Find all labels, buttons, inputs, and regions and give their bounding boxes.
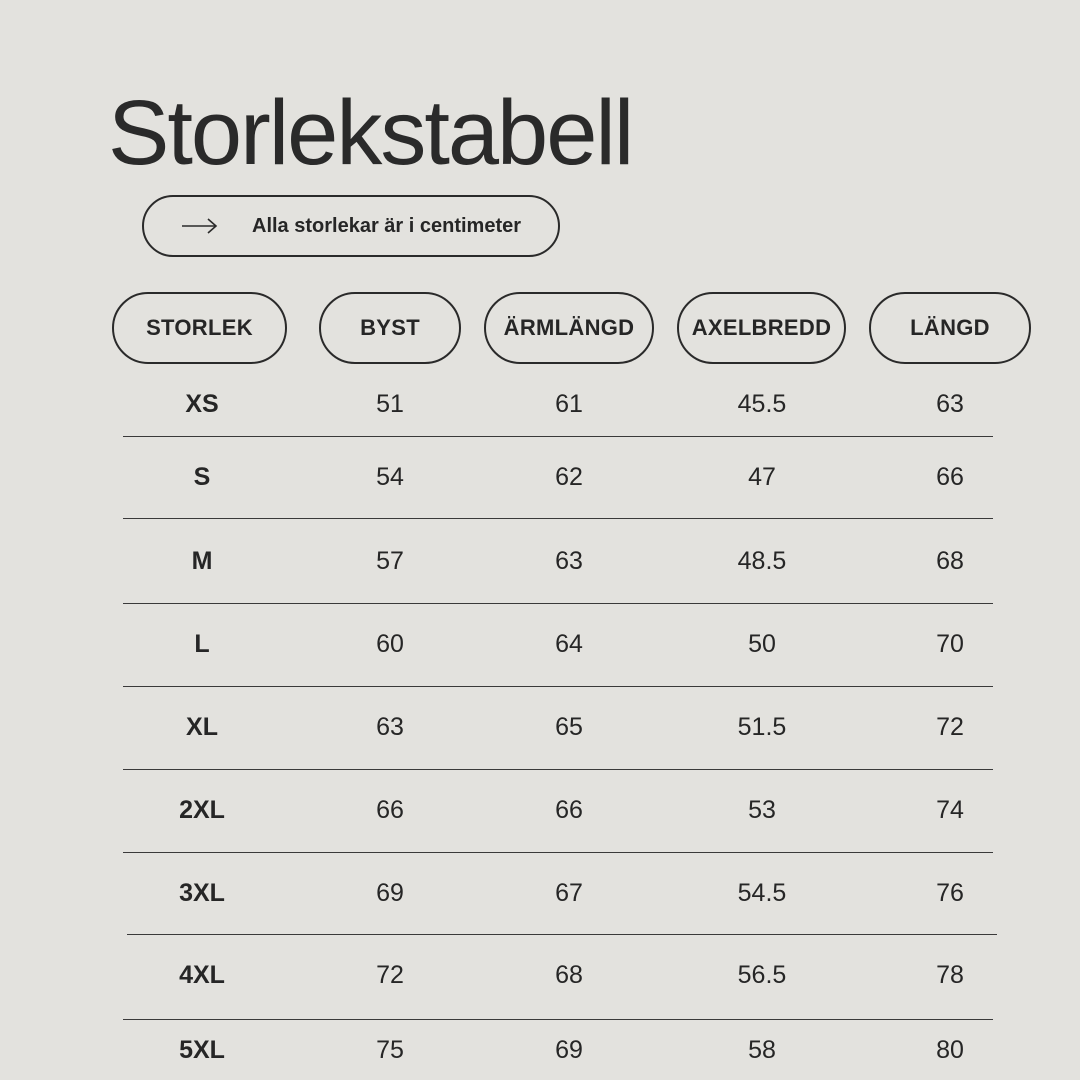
cell-sleeve-length: 64 <box>555 630 583 658</box>
cell-sleeve-length: 65 <box>555 713 583 741</box>
cell-sleeve-length: 61 <box>555 390 583 418</box>
row-divider <box>123 852 993 853</box>
cell-size: S <box>193 463 211 491</box>
cell-length: 78 <box>936 961 964 989</box>
cell-length: 68 <box>936 547 964 575</box>
row-divider <box>123 769 993 770</box>
cell-sleeve-length: 66 <box>555 796 583 824</box>
row-divider <box>123 518 993 519</box>
cell-sleeve-length: 63 <box>555 547 583 575</box>
cell-bust: 57 <box>376 547 404 575</box>
cell-bust: 66 <box>376 796 404 824</box>
cell-size: 5XL <box>179 1036 225 1064</box>
cell-length: 74 <box>936 796 964 824</box>
cell-sleeve-length: 68 <box>555 961 583 989</box>
row-divider <box>127 934 997 935</box>
cell-bust: 69 <box>376 879 404 907</box>
cell-length: 70 <box>936 630 964 658</box>
page-title: Storlekstabell <box>108 82 633 184</box>
cell-bust: 60 <box>376 630 404 658</box>
cell-sleeve-length: 67 <box>555 879 583 907</box>
cell-length: 66 <box>936 463 964 491</box>
cell-bust: 75 <box>376 1036 404 1064</box>
cell-length: 63 <box>936 390 964 418</box>
cell-shoulder-width: 54.5 <box>737 879 787 907</box>
arrow-right-icon <box>180 214 220 238</box>
cell-bust: 63 <box>376 713 404 741</box>
column-header-size: STORLEK <box>112 292 287 364</box>
cell-shoulder-width: 45.5 <box>737 390 787 418</box>
cell-length: 76 <box>936 879 964 907</box>
cell-sleeve-length: 69 <box>555 1036 583 1064</box>
cell-length: 72 <box>936 713 964 741</box>
cell-size: 2XL <box>179 796 225 824</box>
column-header-bust: BYST <box>319 292 461 364</box>
cell-shoulder-width: 53 <box>748 796 776 824</box>
cell-shoulder-width: 58 <box>748 1036 776 1064</box>
cell-size: M <box>191 547 213 575</box>
row-divider <box>123 686 993 687</box>
cell-shoulder-width: 50 <box>748 630 776 658</box>
cell-bust: 51 <box>376 390 404 418</box>
row-divider <box>123 1019 993 1020</box>
cell-shoulder-width: 56.5 <box>737 961 787 989</box>
cell-size: XS <box>185 390 219 418</box>
column-header-shoulder-width: AXELBREDD <box>677 292 846 364</box>
column-header-sleeve-length: ÄRMLÄNGD <box>484 292 654 364</box>
cell-length: 80 <box>936 1036 964 1064</box>
unit-note-text: Alla storlekar är i centimeter <box>252 215 522 237</box>
cell-shoulder-width: 47 <box>748 463 776 491</box>
cell-shoulder-width: 51.5 <box>737 713 787 741</box>
cell-size: L <box>194 630 210 658</box>
cell-size: XL <box>186 713 218 741</box>
unit-note <box>142 195 560 257</box>
cell-shoulder-width: 48.5 <box>737 547 787 575</box>
row-divider <box>123 436 993 437</box>
cell-size: 4XL <box>179 961 225 989</box>
column-header-length: LÄNGD <box>869 292 1031 364</box>
cell-bust: 72 <box>376 961 404 989</box>
cell-bust: 54 <box>376 463 404 491</box>
row-divider <box>123 603 993 604</box>
cell-sleeve-length: 62 <box>555 463 583 491</box>
cell-size: 3XL <box>179 879 225 907</box>
